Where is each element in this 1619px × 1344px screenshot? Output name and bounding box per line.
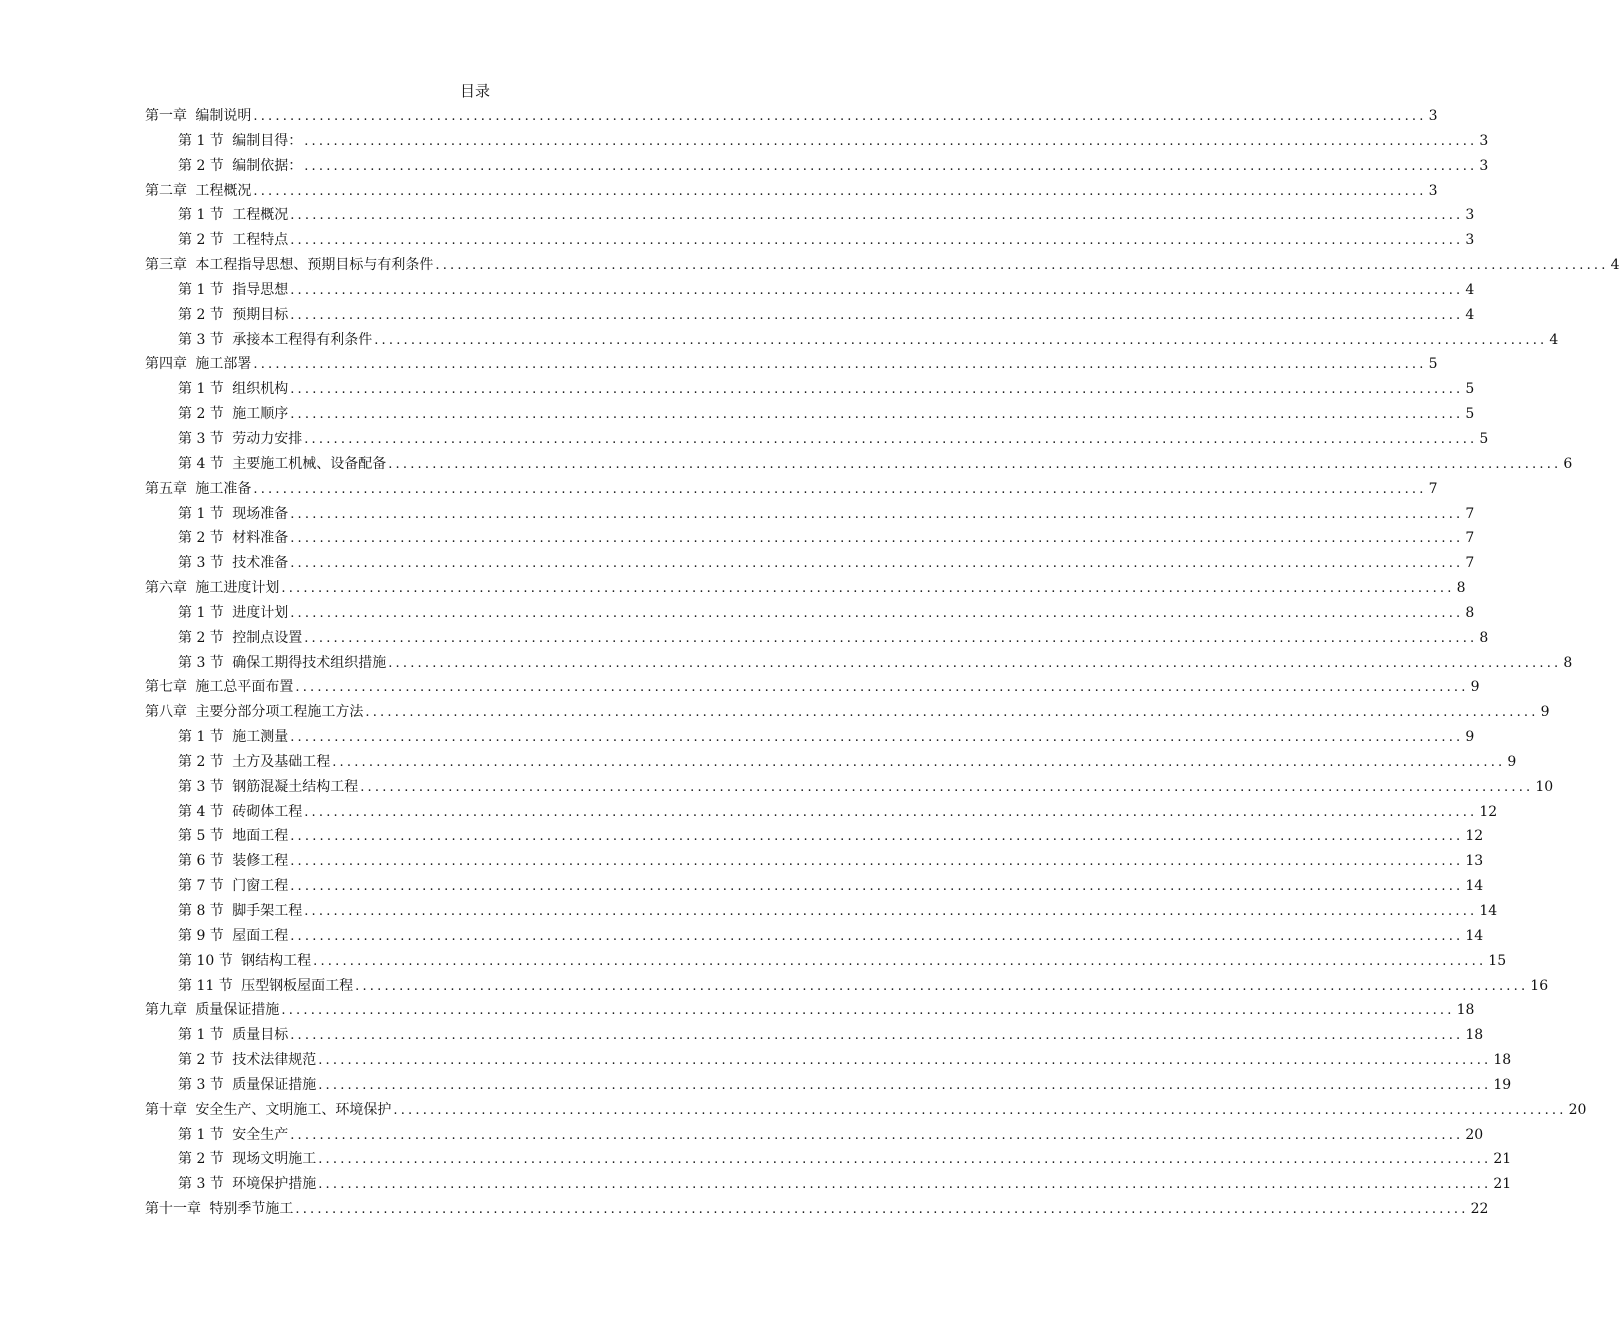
toc-entry-label — [145, 576, 279, 600]
toc-section-entry[interactable] — [145, 626, 1489, 651]
toc-entry-number: 第十章 — [145, 1101, 187, 1118]
toc-dot-leader: ................................................................................................................................................................ — [290, 382, 1464, 398]
toc-dot-leader: ................................................................................................................................................................ — [304, 133, 1478, 149]
toc-section-entry[interactable] — [145, 402, 1475, 427]
toc-dot-leader: ................................................................................................................................................................ — [281, 581, 1455, 597]
toc-dot-leader: ................................................................................................................................................................ — [313, 953, 1487, 969]
toc-page-number: 13 — [1465, 853, 1484, 870]
toc-entry-label — [178, 452, 386, 476]
toc-page-number: 18 — [1465, 1027, 1484, 1044]
toc-dot-leader: ................................................................................................................................................................ — [318, 1077, 1492, 1093]
toc-entry-label — [178, 849, 288, 873]
toc-entry-title: 压型钢板屋面工程 — [241, 977, 354, 994]
toc-page-number: 4 — [1465, 306, 1475, 323]
toc-page-number: 20 — [1568, 1101, 1587, 1118]
toc-dot-leader: ................................................................................................................................................................ — [290, 1028, 1464, 1044]
toc-page-number: 22 — [1470, 1201, 1489, 1218]
toc-entry-title: 屋面工程 — [232, 927, 289, 944]
toc-entry-title: 安全生产、文明施工、环境保护 — [195, 1101, 392, 1118]
toc-section-entry[interactable] — [145, 1048, 1512, 1073]
toc-page-number: 3 — [1428, 182, 1438, 199]
toc-entry-title: 施工进度计划 — [195, 580, 280, 597]
toc-entry-number: 第 2 节 — [178, 232, 224, 249]
toc-page-number: 4 — [1465, 281, 1475, 298]
toc-section-entry[interactable] — [145, 303, 1475, 328]
toc-section-entry[interactable] — [145, 824, 1484, 849]
toc-entry-number: 第 1 节 — [178, 505, 224, 522]
toc-entry-label — [178, 551, 288, 575]
toc-section-entry[interactable] — [145, 1073, 1512, 1098]
toc-dot-leader: ................................................................................................................................................................ — [290, 556, 1464, 572]
toc-dot-leader: ................................................................................................................................................................ — [290, 407, 1464, 423]
toc-entry-number: 第 1 节 — [178, 1126, 224, 1143]
toc-entry-number: 第 4 节 — [178, 803, 224, 820]
toc-entry-label — [178, 874, 288, 898]
toc-page-number: 4 — [1610, 257, 1619, 274]
toc-entry-number: 第 3 节 — [178, 430, 224, 447]
toc-section-entry[interactable] — [145, 974, 1549, 999]
toc-entry-number: 第 2 节 — [178, 306, 224, 323]
toc-dot-leader: ................................................................................................................................................................ — [388, 456, 1562, 472]
toc-entry-label — [178, 725, 288, 749]
toc-page-number: 8 — [1563, 654, 1573, 671]
toc-entry-title: 本工程指导思想、预期目标与有利条件 — [195, 257, 434, 274]
toc-dot-leader: ................................................................................................................................................................ — [281, 1003, 1455, 1019]
toc-section-entry[interactable] — [145, 1123, 1484, 1148]
toc-entry-label — [178, 1023, 288, 1047]
toc-entry-label — [178, 626, 302, 650]
toc-section-entry[interactable] — [145, 278, 1475, 303]
toc-section-entry[interactable] — [145, 750, 1517, 775]
toc-chapter-entry[interactable] — [145, 104, 1438, 129]
toc-entry-title: 确保工期得技术组织措施 — [232, 654, 387, 671]
toc-entry-title: 砖砌体工程 — [232, 803, 303, 820]
toc-page-number: 7 — [1465, 555, 1475, 572]
toc-page-number: 19 — [1493, 1076, 1512, 1093]
toc-entry-number: 第 3 节 — [178, 778, 224, 795]
toc-chapter-entry[interactable] — [145, 1098, 1587, 1123]
toc-dot-leader: ................................................................................................................................................................ — [253, 357, 1427, 373]
toc-page-number: 16 — [1530, 977, 1549, 994]
toc-entry-number: 第 2 节 — [178, 1052, 224, 1069]
toc-entry-title: 工程特点 — [232, 232, 289, 249]
toc-entry-title: 门窗工程 — [232, 878, 289, 895]
toc-entry-title: 主要施工机械、设备配备 — [232, 455, 387, 472]
toc-dot-leader: ................................................................................................................................................................ — [295, 680, 1469, 696]
toc-entry-label — [145, 352, 251, 376]
toc-entry-number: 第四章 — [145, 356, 187, 373]
toc-entry-label — [145, 700, 363, 724]
toc-entry-label — [178, 502, 288, 526]
toc-entry-label — [178, 924, 288, 948]
toc-entry-title: 钢结构工程 — [241, 952, 312, 969]
toc-entry-title: 组织机构 — [232, 381, 289, 398]
toc-entry-label — [178, 824, 288, 848]
toc-section-entry[interactable] — [145, 899, 1498, 924]
toc-entry-title: 技术准备 — [232, 555, 289, 572]
toc-page-number: 3 — [1465, 207, 1475, 224]
toc-entry-title: 劳动力安排 — [232, 430, 303, 447]
toc-entry-number: 第 1 节 — [178, 729, 224, 746]
toc-dot-leader: ................................................................................................................................................................ — [304, 804, 1478, 820]
toc-entry-title: 施工顺序 — [232, 406, 289, 423]
toc-entry-title: 材料准备 — [232, 530, 289, 547]
toc-dot-leader: ................................................................................................................................................................ — [290, 531, 1464, 547]
toc-entry-title: 现场文明施工 — [232, 1151, 317, 1168]
toc-entry-title: 环境保护措施 — [232, 1176, 317, 1193]
toc-entry-label — [178, 328, 372, 352]
toc-entry-title: 进度计划 — [232, 604, 289, 621]
toc-section-entry[interactable] — [145, 551, 1475, 576]
toc-entry-number: 第 3 节 — [178, 1176, 224, 1193]
toc-entry-title: 施工部署 — [195, 356, 252, 373]
toc-section-entry[interactable] — [145, 377, 1475, 402]
toc-section-entry[interactable] — [145, 228, 1475, 253]
toc-entry-label — [145, 1197, 293, 1221]
toc-page-number: 3 — [1479, 157, 1489, 174]
toc-dot-leader: ................................................................................................................................................................ — [290, 829, 1464, 845]
toc-entry-number: 第 2 节 — [178, 406, 224, 423]
toc-entry-title: 预期目标 — [232, 306, 289, 323]
toc-entry-label — [178, 775, 358, 799]
toc-entry-label — [178, 1147, 316, 1171]
toc-dot-leader: ................................................................................................................................................................ — [290, 233, 1464, 249]
toc-entry-label — [145, 477, 251, 501]
toc-section-entry[interactable] — [145, 129, 1489, 154]
toc-entry-number: 第二章 — [145, 182, 187, 199]
toc-entry-label — [178, 129, 302, 153]
toc-entry-number: 第九章 — [145, 1002, 187, 1019]
toc-section-entry[interactable] — [145, 1023, 1484, 1048]
toc-page-number: 3 — [1428, 108, 1438, 124]
toc-dot-leader: ................................................................................................................................................................ — [304, 431, 1478, 447]
toc-entry-label — [178, 228, 288, 252]
toc-page-number: 9 — [1465, 729, 1475, 746]
toc-dot-leader: ................................................................................................................................................................ — [374, 332, 1548, 348]
toc-entry-number: 第十一章 — [145, 1201, 201, 1218]
toc-section-entry[interactable] — [145, 601, 1475, 626]
toc-page-number: 15 — [1488, 952, 1507, 969]
toc-dot-leader: ................................................................................................................................................................ — [295, 1202, 1469, 1218]
toc-entry-number: 第七章 — [145, 679, 187, 696]
toc-section-entry[interactable] — [145, 874, 1484, 899]
toc-section-entry[interactable] — [145, 502, 1475, 527]
toc-page-number: 10 — [1535, 778, 1554, 795]
toc-entry-number: 第 11 节 — [178, 977, 233, 994]
toc-page-number: 18 — [1456, 1002, 1475, 1019]
toc-entry-number: 第八章 — [145, 704, 187, 721]
toc-dot-leader: ................................................................................................................................................................ — [290, 605, 1464, 621]
toc-entry-number: 第 7 节 — [178, 878, 224, 895]
toc-entry-number: 第 1 节 — [178, 207, 224, 224]
toc-entry-title: 安全生产 — [232, 1126, 289, 1143]
toc-page-number: 6 — [1563, 455, 1573, 472]
toc-page-number: 7 — [1465, 530, 1475, 547]
toc-entry-label — [178, 899, 302, 923]
toc-entry-label — [178, 974, 353, 998]
toc-entry-label — [178, 651, 386, 675]
toc-entry-title: 承接本工程得有利条件 — [232, 331, 373, 348]
toc-entry-title: 控制点设置 — [232, 629, 303, 646]
toc-chapter-entry[interactable] — [145, 675, 1480, 700]
toc-entry-label — [178, 377, 288, 401]
toc-entry-title: 工程概况 — [232, 207, 289, 224]
toc-dot-leader: ................................................................................................................................................................ — [290, 307, 1464, 323]
toc-entry-title: 地面工程 — [232, 828, 289, 845]
toc-entry-label — [145, 1098, 391, 1122]
toc-section-entry[interactable] — [145, 800, 1498, 825]
toc-section-entry[interactable] — [145, 1172, 1512, 1197]
toc-chapter-entry[interactable] — [145, 352, 1438, 377]
toc-entry-label — [145, 675, 293, 699]
toc-dot-leader: ................................................................................................................................................................ — [290, 854, 1464, 870]
toc-dot-leader: ................................................................................................................................................................ — [360, 779, 1534, 795]
toc-entry-title: 装修工程 — [232, 853, 289, 870]
toc-dot-leader: ................................................................................................................................................................ — [290, 282, 1464, 298]
toc-entry-number: 第 6 节 — [178, 853, 224, 870]
toc-page-number: 9 — [1507, 753, 1517, 770]
toc-entry-label — [145, 104, 251, 128]
toc-page-number: 14 — [1465, 878, 1484, 895]
toc-entry-label — [178, 1073, 316, 1097]
toc-page-number: 14 — [1479, 903, 1498, 919]
toc-dot-leader: ................................................................................................................................................................ — [304, 158, 1478, 174]
toc-entry-number: 第五章 — [145, 480, 187, 497]
toc-entry-number: 第一章 — [145, 108, 187, 124]
toc-entry-title: 脚手架工程 — [232, 903, 303, 919]
toc-entry-number: 第 2 节 — [178, 1151, 224, 1168]
toc-section-entry[interactable] — [145, 651, 1573, 676]
toc-dot-leader: ................................................................................................................................................................ — [304, 904, 1478, 919]
toc-entry-number: 第 8 节 — [178, 903, 224, 919]
toc-entry-label — [178, 154, 302, 178]
toc-entry-title: 质量目标 — [232, 1027, 289, 1044]
toc-dot-leader: ................................................................................................................................................................ — [253, 183, 1427, 199]
toc-entry-number: 第 1 节 — [178, 381, 224, 398]
toc-section-entry[interactable] — [145, 775, 1554, 800]
toc-entry-label — [178, 402, 288, 426]
toc-dot-leader: ................................................................................................................................................................ — [435, 258, 1609, 274]
toc-section-entry[interactable] — [145, 725, 1475, 750]
table-of-contents — [145, 104, 1619, 1222]
toc-page-number: 7 — [1465, 505, 1475, 522]
toc-page-number: 5 — [1479, 430, 1489, 447]
toc-dot-leader: ................................................................................................................................................................ — [318, 1177, 1492, 1193]
toc-page-number: 5 — [1465, 381, 1475, 398]
toc-entry-title: 施工总平面布置 — [195, 679, 294, 696]
toc-entry-number: 第 5 节 — [178, 828, 224, 845]
toc-entry-title: 质量保证措施 — [232, 1076, 317, 1093]
toc-entry-number: 第 1 节 — [178, 132, 224, 149]
toc-entry-number: 第 2 节 — [178, 753, 224, 770]
toc-chapter-entry[interactable] — [145, 1197, 1489, 1222]
toc-entry-title: 施工测量 — [232, 729, 289, 746]
toc-entry-number: 第 3 节 — [178, 555, 224, 572]
toc-dot-leader: ................................................................................................................................................................ — [355, 978, 1529, 994]
toc-page-number: 21 — [1493, 1151, 1512, 1168]
toc-dot-leader: ................................................................................................................................................................ — [318, 1152, 1492, 1168]
toc-page-number: 8 — [1465, 604, 1475, 621]
toc-dot-leader: ................................................................................................................................................................ — [290, 879, 1464, 895]
toc-page-number: 12 — [1479, 803, 1498, 820]
toc-dot-leader: ................................................................................................................................................................ — [253, 481, 1427, 497]
toc-entry-title: 编制目得： — [232, 132, 303, 149]
toc-entry-number: 第 4 节 — [178, 455, 224, 472]
toc-entry-label — [178, 427, 302, 451]
toc-entry-label — [178, 203, 288, 227]
toc-page-number: 4 — [1549, 331, 1559, 348]
toc-entry-number: 第三章 — [145, 257, 187, 274]
toc-entry-number: 第六章 — [145, 580, 187, 597]
toc-page-number: 3 — [1465, 232, 1475, 249]
toc-entry-label — [178, 601, 288, 625]
toc-entry-label — [145, 253, 433, 277]
toc-section-entry[interactable] — [145, 924, 1484, 949]
toc-entry-number: 第 1 节 — [178, 281, 224, 298]
toc-page-number: 9 — [1470, 679, 1480, 696]
toc-dot-leader: ................................................................................................................................................................ — [290, 208, 1464, 224]
toc-page-number: 20 — [1465, 1126, 1484, 1143]
toc-dot-leader: ................................................................................................................................................................ — [290, 730, 1464, 746]
toc-dot-leader: ................................................................................................................................................................ — [388, 655, 1562, 671]
toc-entry-title: 工程概况 — [195, 182, 252, 199]
toc-entry-number: 第 3 节 — [178, 654, 224, 671]
toc-entry-label — [145, 998, 279, 1022]
toc-section-entry[interactable] — [145, 1147, 1512, 1172]
toc-chapter-entry[interactable] — [145, 253, 1619, 278]
toc-chapter-entry[interactable] — [145, 700, 1550, 725]
toc-dot-leader: ................................................................................................................................................................ — [253, 109, 1427, 124]
toc-section-entry[interactable] — [145, 154, 1489, 179]
toc-dot-leader: ................................................................................................................................................................ — [332, 754, 1506, 770]
toc-entry-label — [178, 1172, 316, 1196]
toc-entry-number: 第 2 节 — [178, 157, 224, 174]
toc-entry-title: 特别季节施工 — [209, 1201, 294, 1218]
toc-entry-number: 第 1 节 — [178, 1027, 224, 1044]
toc-entry-number: 第 3 节 — [178, 1076, 224, 1093]
toc-entry-title: 质量保证措施 — [195, 1002, 280, 1019]
toc-page-number: 8 — [1479, 629, 1489, 646]
toc-entry-number: 第 10 节 — [178, 952, 233, 969]
toc-entry-title: 现场准备 — [232, 505, 289, 522]
toc-page-number: 21 — [1493, 1176, 1512, 1193]
toc-chapter-entry[interactable] — [145, 179, 1438, 204]
toc-page-number: 8 — [1456, 580, 1466, 597]
page-title: 目录 — [459, 82, 490, 100]
toc-entry-title: 施工准备 — [195, 480, 252, 497]
toc-entry-label — [178, 526, 288, 550]
toc-page-number: 12 — [1465, 828, 1484, 845]
toc-entry-number: 第 1 节 — [178, 604, 224, 621]
toc-section-entry[interactable] — [145, 427, 1489, 452]
toc-entry-title: 钢筋混凝土结构工程 — [232, 778, 359, 795]
toc-entry-number: 第 9 节 — [178, 927, 224, 944]
toc-page-number: 5 — [1428, 356, 1438, 373]
toc-page-number: 9 — [1540, 704, 1550, 721]
toc-section-entry[interactable] — [145, 328, 1559, 353]
toc-entry-title: 编制说明 — [195, 108, 252, 124]
toc-section-entry[interactable] — [145, 452, 1573, 477]
toc-dot-leader: ................................................................................................................................................................ — [290, 506, 1464, 522]
toc-entry-title: 主要分部分项工程施工方法 — [195, 704, 364, 721]
toc-section-entry[interactable] — [145, 526, 1475, 551]
toc-dot-leader: ................................................................................................................................................................ — [304, 630, 1478, 646]
toc-page-number: 5 — [1465, 406, 1475, 423]
toc-entry-number: 第 3 节 — [178, 331, 224, 348]
toc-entry-label — [178, 949, 311, 973]
toc-chapter-entry[interactable] — [145, 576, 1466, 601]
toc-entry-title: 编制依据： — [232, 157, 303, 174]
toc-entry-label — [178, 1048, 316, 1072]
toc-entry-label — [178, 750, 330, 774]
toc-dot-leader: ................................................................................................................................................................ — [290, 1127, 1464, 1143]
toc-page-number: 18 — [1493, 1052, 1512, 1069]
toc-section-entry[interactable] — [145, 849, 1484, 874]
toc-dot-leader: ................................................................................................................................................................ — [393, 1102, 1567, 1118]
toc-dot-leader: ................................................................................................................................................................ — [365, 705, 1539, 721]
toc-page-number: 14 — [1465, 927, 1484, 944]
toc-chapter-entry[interactable] — [145, 998, 1475, 1023]
toc-entry-label — [145, 179, 251, 203]
toc-section-entry[interactable] — [145, 203, 1475, 228]
toc-section-entry[interactable] — [145, 949, 1507, 974]
toc-dot-leader: ................................................................................................................................................................ — [290, 928, 1464, 944]
toc-chapter-entry[interactable] — [145, 477, 1438, 502]
toc-entry-label — [178, 800, 302, 824]
toc-entry-label — [178, 303, 288, 327]
toc-dot-leader: ................................................................................................................................................................ — [318, 1053, 1492, 1069]
toc-entry-title: 指导思想 — [232, 281, 289, 298]
toc-entry-title: 土方及基础工程 — [232, 753, 331, 770]
toc-page-number: 3 — [1479, 132, 1489, 149]
toc-entry-number: 第 2 节 — [178, 629, 224, 646]
toc-entry-number: 第 2 节 — [178, 530, 224, 547]
toc-entry-title: 技术法律规范 — [232, 1052, 317, 1069]
toc-entry-label — [178, 278, 288, 302]
toc-page-number: 7 — [1428, 480, 1438, 497]
toc-entry-label — [178, 1123, 288, 1147]
